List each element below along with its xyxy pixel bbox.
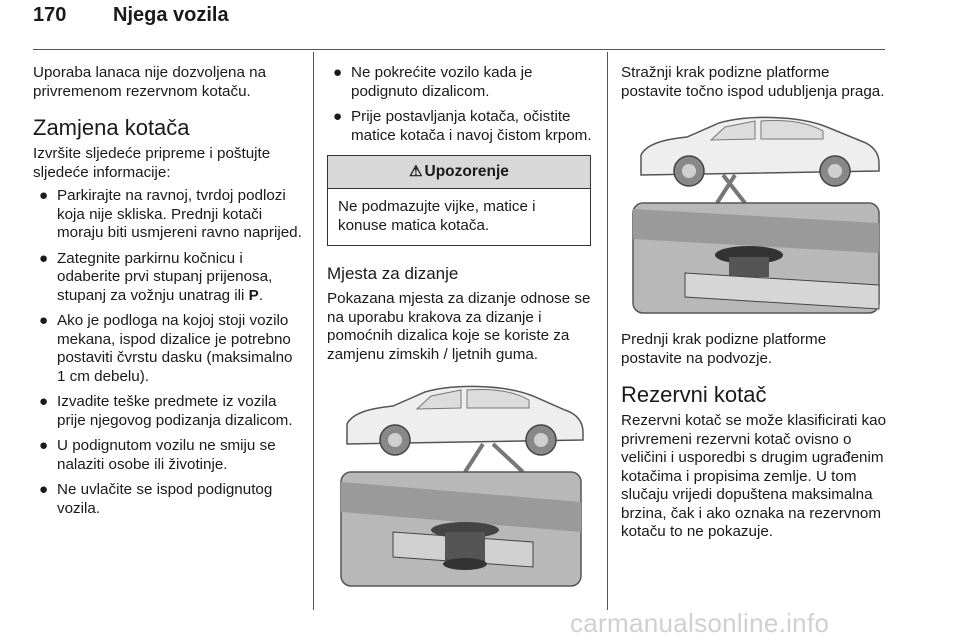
page-header [33,4,885,44]
spare-wheel-paragraph: Rezervni kotač se može klasificirati kao privremeni rezervni kotač ovisno o veličini i usporedbi s drugim ugrađenim kotačima i propisima zemlje. U tom slučaju vrijedi dopuštena maksimalna brzina, čak i ako oznaka na rezervnom kotaču to ne pokazuje. [621,412,887,540]
column-divider [607,52,608,610]
list-item: ● Ne pokrećite vozilo kada je podignuto dizalicom. [333,64,533,100]
car-lift-front-icon [333,382,589,594]
column-divider [313,52,314,610]
header-divider [33,49,885,50]
list-item: ● Zategnite parkirnu kočnicu i odaberite prvi stupanj prijenosa, stupanj za vožnju unatrag ili P. [39,249,273,304]
column-left [33,64,305,525]
preparation-list-cont [327,64,595,145]
chapter-title: Njega vozila [113,4,229,26]
column-right [621,64,891,542]
preparation-list [33,187,305,518]
car-lift-rear-icon [625,113,887,319]
rear-lift-point-illustration [625,113,887,319]
front-lift-point-illustration [333,382,589,594]
lead-paragraph: Izvršite sljedeće pripreme i poštujte sljedeće informacije: [33,145,271,181]
watermark: carmanualsonline.info [570,608,830,638]
section-heading-lift-points: Mjesta za dizanje [327,264,459,283]
section-heading-wheel-change: Zamjena kotača [33,115,190,140]
gear-letter: P [248,286,259,304]
list-item: ● Ako je podloga na kojoj stoji vozilo mekana, ispod dizalice je potrebno postaviti čvrstu dasku (maksimalno 1 cm debelu). [39,312,293,385]
warning-icon: ⚠ [409,163,423,180]
list-item: ● Parkirajte na ravnoj, tvrdoj podlozi koja nije skliska. Prednji kotači moraju biti usmjereni ravno naprijed. [39,187,302,241]
list-item: ● Ne uvlačite se ispod podignutog vozila. [39,481,273,517]
front-lift-instruction: Prednji krak podizne platforme postavite na podvozje. [621,331,827,367]
chain-note: Uporaba lanaca nije dozvoljena na privremenom rezervnom kotaču. [33,64,267,100]
warning-header [328,156,590,189]
lift-points-paragraph: Pokazana mjesta za dizanje odnose se na uporabu krakova za dizanje i pomoćnih dizalica koje se koriste za zamjenu zimskih / ljetnih guma. [327,290,591,363]
rear-lift-instruction: Stražnji krak podizne platforme postavite točno ispod udubljenja praga. [621,64,885,100]
list-item: ● U podignutom vozilu ne smiju se nalaziti osobe ili životinje. [39,437,276,473]
list-item: ● Prije postavljanja kotača, očistite matice kotača i navoj čistom krpom. [333,108,592,144]
column-middle [327,64,595,594]
warning-box [327,155,591,246]
page-number: 170 [33,4,67,26]
list-item: ● Izvadite teške predmete iz vozila prije njegovog podizanja dizalicom. [39,393,293,429]
warning-title: Upozorenje [424,163,509,180]
warning-text: Ne podmazujte vijke, matice i konuse matica kotača. [338,198,536,234]
section-heading-spare-wheel: Rezervni kotač [621,382,767,407]
